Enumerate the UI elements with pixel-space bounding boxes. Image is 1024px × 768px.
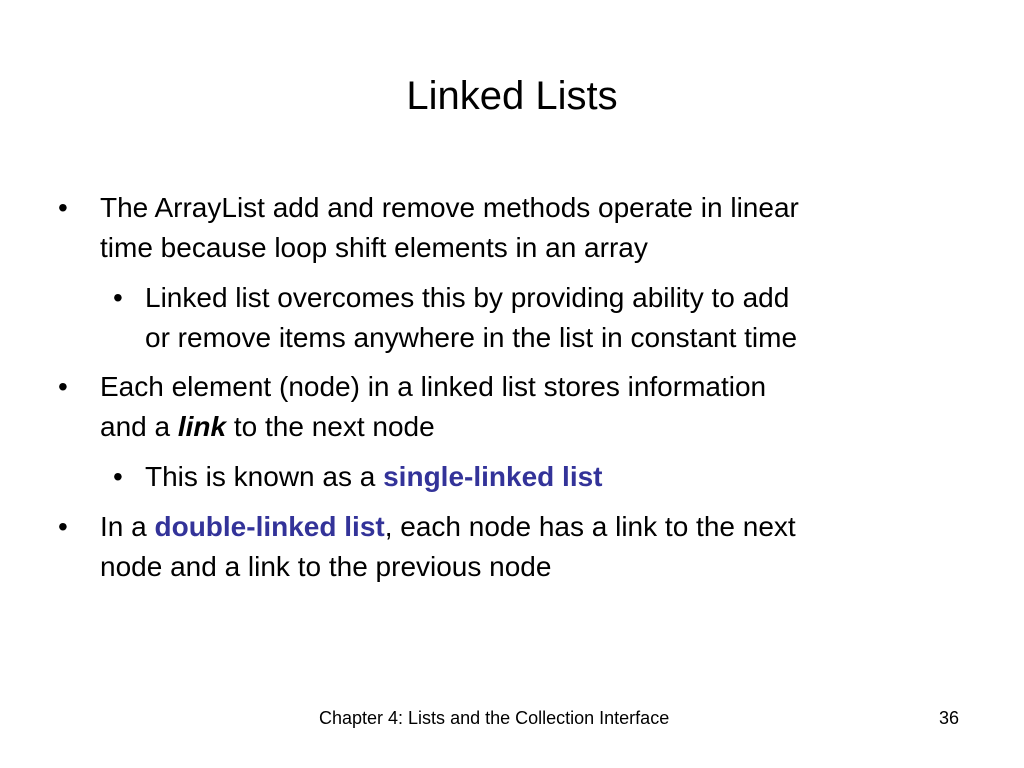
bullet-text-line — [100, 407, 766, 447]
slide-title: Linked Lists — [406, 74, 618, 118]
term-single-linked-list: single-linked list — [383, 461, 603, 492]
bullet-icon: • — [58, 371, 68, 402]
bullet-icon: • — [113, 282, 123, 313]
bullet-icon: • — [113, 461, 123, 492]
text-segment: This is known as a — [145, 461, 384, 492]
bullet-item-arraylist — [58, 188, 799, 268]
bullet-item-node — [58, 367, 767, 447]
page-number: 36 — [939, 708, 960, 728]
bullet-text-line — [145, 457, 603, 497]
bullet-text-line: The ArrayList add and remove methods operate in linear — [100, 192, 799, 223]
bullet-item-double-linked — [58, 507, 796, 587]
text-segment: and a — [100, 411, 178, 442]
bullet-text-line — [100, 507, 796, 547]
text-segment: In a — [100, 511, 155, 542]
bullet-text-line: time because loop shift elements in an array — [100, 232, 648, 263]
sub-bullet-item-linked-list — [113, 278, 798, 358]
bullet-text-line: Each element (node) in a linked list stores information — [100, 371, 767, 402]
term-double-linked-list: double-linked list — [154, 511, 385, 542]
bullet-icon: • — [58, 511, 68, 542]
sub-bullet-item-single-linked — [113, 457, 603, 497]
emphasis-link: link — [177, 411, 227, 442]
text-segment: , each node has a link to the next — [384, 511, 796, 542]
footer-chapter-title: Chapter 4: Lists and the Collection Interface — [319, 708, 670, 728]
bullet-text-line: or remove items anywhere in the list in constant time — [145, 322, 798, 353]
bullet-icon: • — [58, 192, 68, 223]
bullet-text-line: Linked list overcomes this by providing ability to add — [145, 282, 790, 313]
bullet-text-line: node and a link to the previous node — [100, 551, 552, 582]
text-segment: to the next node — [226, 411, 435, 442]
